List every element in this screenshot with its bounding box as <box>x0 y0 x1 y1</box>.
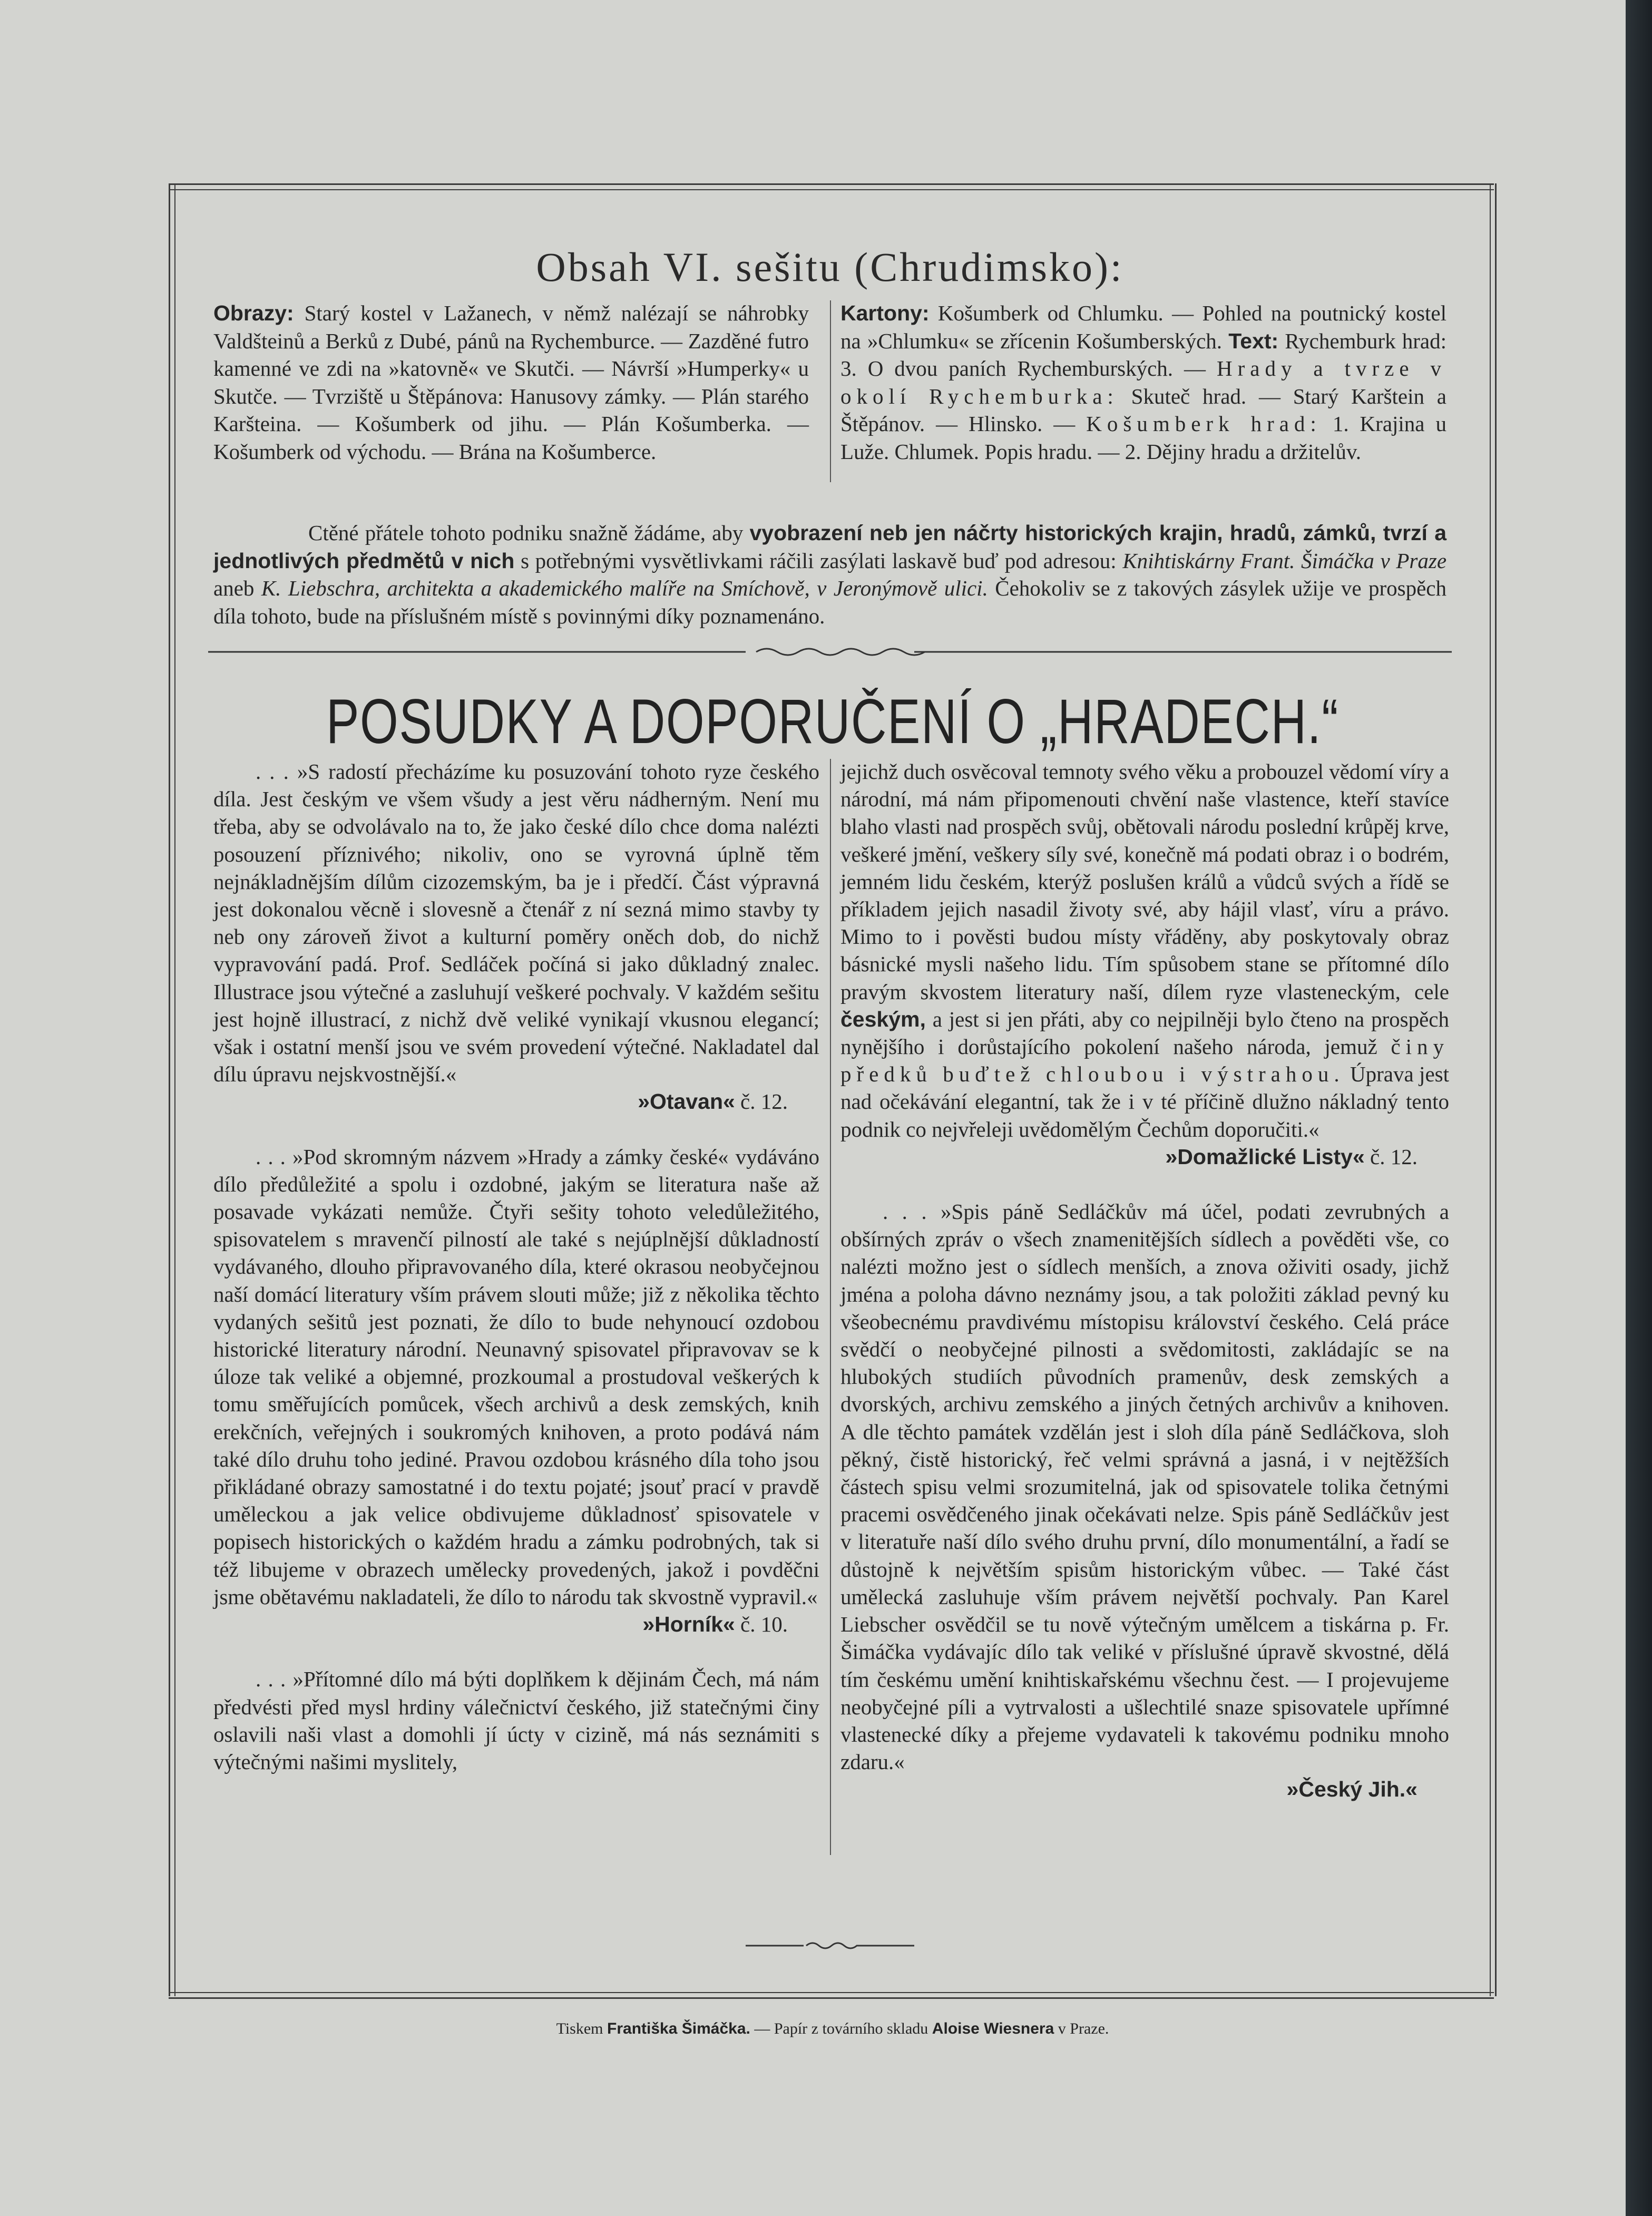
review-source-number: č. 12. <box>740 1089 788 1114</box>
frame-border-right <box>1490 183 1497 1996</box>
reviews-left-column <box>213 758 819 1775</box>
review-source <box>840 1775 1449 1803</box>
review-continuation-text-1: jejichž duch osvěcoval temnoty svého věku a probouzel vědomí víry a národní, má nám připomenouti chvění naše vlastence, kteří stavíce blaho vlasti nad prospěch svůj, obětovali národu poslední krůpěj krve, veškeré jmění, veškery síly své, konečně má podati obraz i o bodrém, jemném lidu českém, kterýž poslušen králů a vůdců svých a řídě se příkladem jejich nasadil životy své, aby hájil vlasť, víru a právo. Mimo to i pověsti budou místy vřáděny, aby poskytovaly obraz básnické mysli našeho lidu. Tím spůsobem stane se přítomné dílo pravým skvostem literatury naší, dílem ryze vlasteneckým, cele <box>840 759 1449 1004</box>
review-source-name: »Český Jih.« <box>1286 1777 1418 1802</box>
frame-border-left <box>169 183 175 1996</box>
review-source-number: č. 12. <box>1370 1144 1418 1169</box>
contents-obrazy <box>213 299 809 465</box>
request-part-4: Čehokoliv se z takových zásylek užije ve prospěch díla tohoto, bude na příslušném místě s povinnými díky poznamenáno. <box>213 576 1446 628</box>
review-cesky-jih-text: . . . »Spis páně Sedláčkův má účel, podati zevrubných a obšírných zpráv o všech znamenitějších sídlech a pověděti vše, co nalézti možno jest o sídlech menších, a znova oživiti osady, jichž jména a poloha dávno neznámy jsou, a tak položiti základ pevný ku všeobecnému pravdivému místopisu království českého. Celá práce svědčí o neobyčejné pilnosti a svědomitosti, zakládajíc se na hlubokých studiích původních pramenův, desk zemských a dvorských, archivu zemského a jiných četných archivův a knihoven. A dle těchto památek vzdělán jest i sloh díla páně Sedláčkova, sloh pěkný, čistě historický, řeč velmi správná a jasná, i v nejtěžších částech spisu velmi srozumitelná, jak od spisovatele tolika četnými pracemi osvědčeného jinak očekávati nelze. Spis páně Sedláčkův jest v literatuře naší dílo svého druhu první, dílo monumentální, a řadí se důstojně k největším spisům historickým vůbec. — Také část umělecká zasluhuje vším právem největší pochvaly. Pan Karel Liebscher osvědčil se tu nově výtečným umělcem a tiskárna p. Fr. Šimáčka vydávajíc dílo tak veliké v příslušné úpravě skvostné, dělá tím českému umění knihtiskařskému všechnu čest. — I projevujeme neobyčejné píli a vytrvalosti a ušlechtilé snaze spisovatele upřímné vlastenecké díky a přejeme vydavateli k takovému podniku mnoho zdaru.« <box>840 1199 1449 1774</box>
request-part-3: aneb <box>213 576 255 600</box>
contents-title: Obsah VI. sešitu (Chrudimsko): <box>536 244 1124 290</box>
footer-part-2: — Papír z továrního skladu <box>754 2020 928 2037</box>
request-paragraph <box>213 519 1446 630</box>
printer-footer <box>174 2020 1491 2038</box>
review-continuation-text-2: a jest si jen přáti, aby co nejpilněji bylo čteno na prospěch nynějšího i dorůstajícího pokolení našeho národa, jemuž <box>840 1007 1449 1059</box>
review-hornik-text: . . . »Pod skromným názvem »Hrady a zámky české« vydáváno dílo předůležité a spolu i ozdobné, jakým se literatura naše až posavade vykázati nemůže. Čtyři sešity tohoto veledůležitého, spisovatelem s mravenčí pilností ale také s nejúplnější důkladností vydávaného, dlouho připravovaného díla, které okrasou neobyčejnou naší domácí literatury vším právem slouti může; již z několika těchto vydaných sešitů jest poznati, že dílo to bude nehynoucí ozdobou historické literatury národní. Neunavný spisovatel připravovav se k úloze tak veliké a objemné, prozkoumal a prostudoval veškerých k tomu směřujících pomůcek, všech archivů a desk zemských, knih erekčních, veřejných i soukromých knihoven, a proto podává nám také dílo druhu toho jediné. Pravou ozdobou krásného díla toho jsou přikládané obrazy samostatné i do textu pojaté; jsouť prací v pravdě uměleckou a jak velice obdivujeme důkladnosť spisovatele v popisech historických o každém hradu a zámku podrobných, tak si též libujeme v obrazech umělecky provedených, jakož i povděčni jsme obětavému nakladateli, že dílo to národu tak skvostně vypravil.« <box>213 1144 819 1609</box>
footer-part-1: Tiskem <box>556 2020 603 2037</box>
request-part-1: Ctěné přátele tohoto podniku snažně žádáme, aby <box>308 521 744 545</box>
review-third-text: . . . »Přítomné dílo má býti doplňkem k dějinám Čech, má nám předvésti před mysl hrdiny válečnictví českého, již statečnými činy oslavili naši vlast a domohli jí úcty v cizině, má nás seznámiti s výtečnými našimi myslitely, <box>213 1667 819 1774</box>
footer-supplier: Aloise Wiesnera <box>932 2020 1054 2037</box>
text-spaced-1: Hrady a tvrze v okolí Rychemburka: <box>840 356 1446 408</box>
text-part-3: 1. Krajina u Luže. Chlumek. Popis hradu. — 2. Dějiny hradu a držitelův. <box>840 412 1446 464</box>
book-edge <box>1626 0 1652 2216</box>
contents-kartony <box>840 299 1446 465</box>
review-continuation-bold: českým, <box>840 1007 926 1031</box>
column-divider <box>830 300 831 482</box>
text-spaced-2: Košumberk hrad: <box>1086 412 1322 436</box>
footer-part-3: v Praze. <box>1058 2020 1109 2037</box>
review-source-name: »Domažlické Listy« <box>1165 1144 1365 1169</box>
review-continuation <box>840 758 1449 1143</box>
review-source <box>213 1088 819 1115</box>
review-source <box>213 1610 819 1638</box>
reviews-right-column <box>840 758 1449 1803</box>
request-address-1: Knihtiskárny Frant. Šimáčka v Praze <box>1122 548 1447 573</box>
text-label: Text: <box>1228 328 1279 353</box>
frame-border-top <box>169 183 1494 190</box>
review-continuation-text-3: Úprava jest nad očekávání elegantní, tak že i v té příčině dlužno nákladný tento podnik co nejvřeleji uvědomělým Čechům doporučiti.« <box>840 1062 1449 1141</box>
ornament-divider-icon <box>208 644 1452 660</box>
review-source-number: č. 10. <box>740 1612 788 1637</box>
request-address-2: K. Liebschra, architekta a akademického malíře na Smíchově, v Jeronýmově ulici. <box>261 576 988 600</box>
review-source-name: »Horník« <box>642 1612 735 1637</box>
text-part-2: Skuteč hrad. — Starý Karštein a Štěpánov. — Hlinsko. — <box>840 384 1446 436</box>
obrazy-text: Starý kostel v Lažanech, v němž nalézají se náhrobky Valdšteinů a Berků z Dubé, pánů na Rychemburce. — Zazděné futro kamenné ve zdi na »katovně« ve Skutči. — Návrší »Humperky« u Skutče. — Tvrziště u Štěpánova: Hanusovy zámky. — Plán starého Karšteina. — Košumberk od jihu. — Plán Košumberka. — Košumberk od východu. — Brána na Košumberce. <box>213 301 809 464</box>
request-bold: vyobrazení neb jen náčrty historických krajin, hradů, zámků, tvrzí a jednotlivých předmětů v nich <box>213 521 1447 573</box>
kartony-label: Kartony: <box>840 301 930 325</box>
review-source-name: »Otavan« <box>638 1089 735 1114</box>
column-divider <box>830 759 831 1855</box>
reviews-heading: POSUDKY A DOPORUČENÍ O „HRADECH.“ <box>326 686 1340 757</box>
kartony-text: Košumberk od Chlumku. — Pohled na poutnický kostel na »Chlumku« se zřícenin Košumberských. <box>840 301 1446 353</box>
review-source <box>840 1143 1449 1170</box>
footer-printer: Františka Šimáčka. <box>607 2020 750 2037</box>
ornament-end-icon <box>746 1938 914 1954</box>
text-part-1: Rychemburk hrad: 3. O dvou paních Rychemburských. — <box>840 328 1447 380</box>
review-continuation-spaced: činy předků buďtež chloubou i výstrahou. <box>840 1034 1450 1087</box>
frame-border-bottom <box>169 1992 1494 1999</box>
obrazy-label: Obrazy: <box>213 301 294 325</box>
review-otavan-text: . . . »S radostí přecházíme ku posuzování tohoto ryze českého díla. Jest českým ve všem všudy a jest věru nádherným. Není mu třeba, aby se odvolávalo na to, že jako české dílo chce doma nalézti posouzení příznivého; nikoliv, ono se vyrovná úplně těm nejnákladnějším dílům cizozemským, ba je i předčí. Část výpravná jest dokonalou věcně i slovesně a čtenář z ní sezná mimo stavby ty neb ony zároveň život a kulturní poměry oněch dob, do nichž vypravování padá. Prof. Sedláček počíná si jako důkladný znalec. Illustrace jsou výtečné a zasluhují veškeré pochvaly. V každém sešitu jest hojně illustrací, z nichž dvě veliké vynikají vkusnou elegancí; však i ostatní menší jsou ve svém provedení výtečné. Nakladatel dal dílu úpravu nejskvostnější.« <box>213 759 819 1087</box>
request-part-2: s potřebnými vysvětlivkami ráčili zasýlati laskavě buď pod adresou: <box>521 548 1117 573</box>
